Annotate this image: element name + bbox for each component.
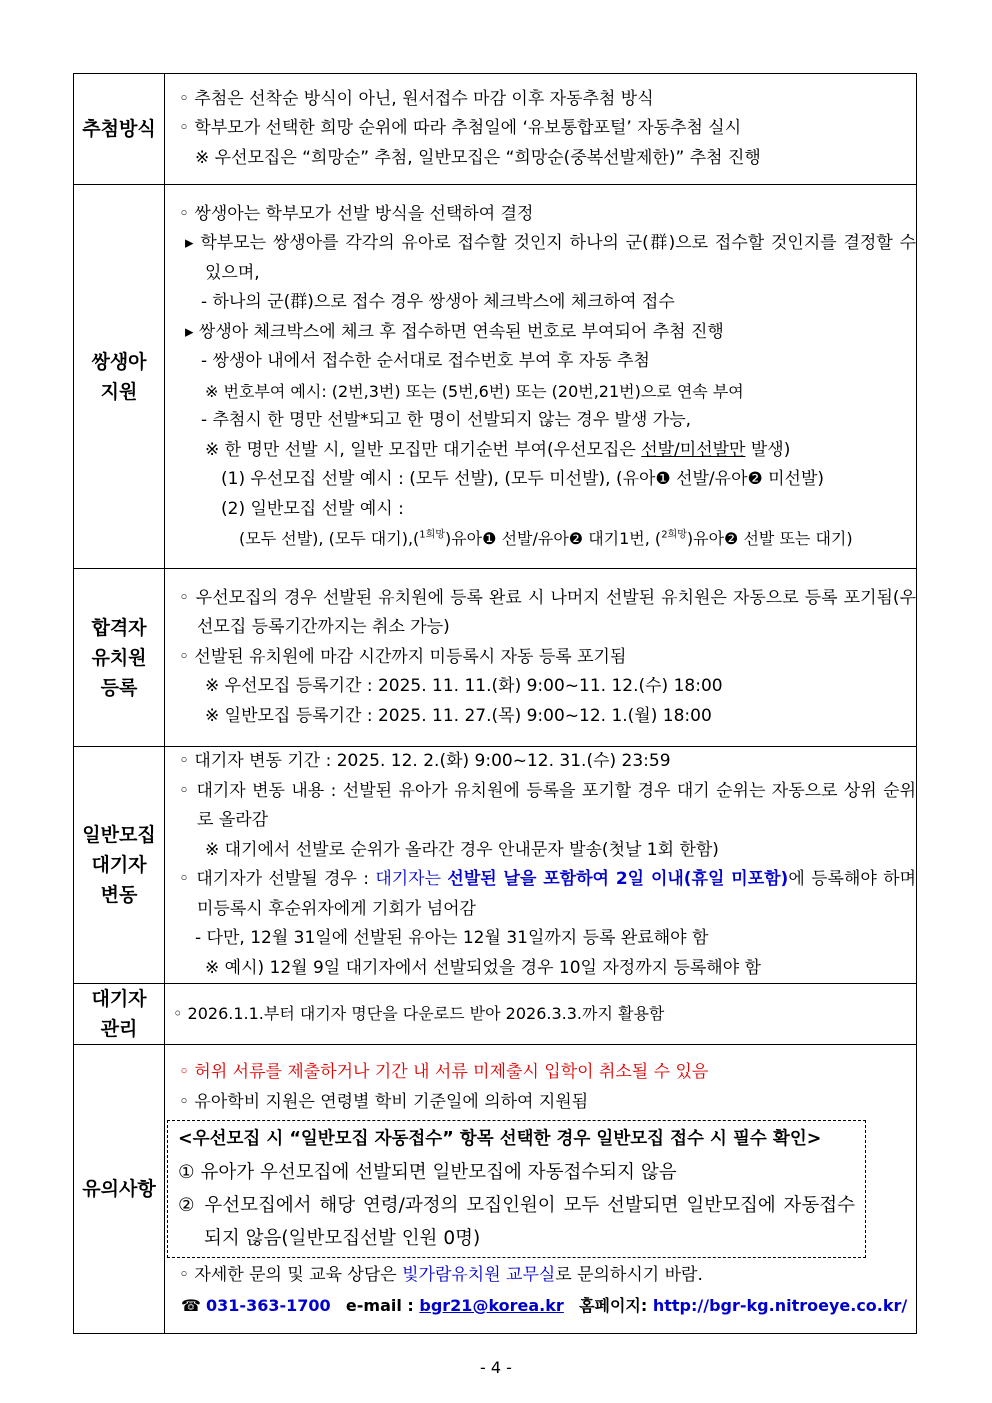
content-waitlist xyxy=(165,747,917,984)
waitlist-line-6: ※ 예시) 12월 9일 대기자에서 선발되었을 경우 10일 자정까지 등록해야 함 xyxy=(205,957,761,978)
row-twins xyxy=(74,185,917,569)
label-registration: 합격자 유치원 등록 xyxy=(74,569,165,747)
row-manage xyxy=(74,984,917,1045)
twins-line-11: (모두 선발), (모두 대기),($^{1희망}$)유아❶ 선발/유아❷ 대기1번, ($^{2희망}$)유아❷ 선발 또는 대기) xyxy=(239,529,853,548)
twins-line-1: ◦ 쌍생아는 학부모가 선발 방식을 선택하여 결정 xyxy=(179,203,534,224)
registration-line-3: ※ 우선모집 등록기간 : 2025. 11. 11.(화) 9:00~11. 12.(수) 18:00 xyxy=(205,676,723,697)
label-lottery: 추첨방식 xyxy=(74,74,165,185)
phone-number[interactable]: 031-363-1700 xyxy=(206,1295,331,1315)
homepage-label: 홈페이지: xyxy=(579,1295,653,1315)
manage-line-1: ◦ 2026.1.1.부터 대기자 명단을 다운로드 받아 2026.3.3.까지 활용함 xyxy=(173,1004,665,1024)
twins-line-6: ※ 번호부여 예시: (2번,3번) 또는 (5번,6번) 또는 (20번,21번)으로 연속 부여 xyxy=(205,381,744,401)
twins-line-7: - 추첨시 한 명만 선발*되고 한 명이 선발되지 않는 경우 발생 가능, xyxy=(201,410,692,430)
notes-contact xyxy=(165,1291,916,1321)
lottery-line-2: ◦ 학부모가 선택한 희망 순위에 따라 추첨일에 ‘유보통합포털’ 자동추첨 실시 xyxy=(179,118,742,139)
row-registration xyxy=(74,569,917,747)
content-notes xyxy=(165,1045,917,1334)
notes-dashed-box xyxy=(167,1120,866,1258)
content-registration xyxy=(165,569,917,747)
registration-line-1: ◦ 우선모집의 경우 선발된 유치원에 등록 완료 시 나머지 선발된 유치원은 자동으로 등록 포기됨(우선모집 등록기간까지는 취소 가능) xyxy=(179,587,916,638)
notes-line-3: ◦ 자세한 문의 및 교육 상담은 빛가람유치원 교무실로 문의하시기 바람. xyxy=(179,1265,703,1285)
label-notes: 유의사항 xyxy=(74,1045,165,1334)
registration-line-2: ◦ 선발된 유치원에 마감 시간까지 미등록시 자동 등록 포기됨 xyxy=(179,646,627,667)
homepage-link[interactable]: http://bgr-kg.nitroeye.co.kr/ xyxy=(652,1295,908,1315)
row-waitlist xyxy=(74,747,917,984)
email-link[interactable]: bgr21@korea.kr xyxy=(419,1295,564,1315)
twins-line-2: ▸ 학부모는 쌍생아를 각각의 유아로 접수할 것인지 하나의 군(群)으로 접수할 것인지를 결정할 수 있으며, xyxy=(185,233,916,283)
twins-line-4: ▸ 쌍생아 체크박스에 체크 후 접수하면 연속된 번호로 부여되어 추첨 진행 xyxy=(185,321,724,342)
content-manage xyxy=(165,984,917,1045)
content-lottery xyxy=(165,74,917,185)
waitlist-line-4: ◦ 대기자가 선발될 경우 : 대기자는 선발된 날을 포함하여 2일 이내(휴일 미포함)에 등록해야 하며 미등록시 후순위자에게 기회가 넘어감 xyxy=(179,869,917,919)
label-manage: 대기자 관리 xyxy=(74,984,165,1045)
lottery-line-1: ◦ 추첨은 선착순 방식이 아닌, 원서접수 마감 이후 자동추첨 방식 xyxy=(179,88,654,109)
twins-line-9: (1) 우선모집 선발 예시 : (모두 선발), (모두 미선발), (유아❶ 선발/유아❷ 미선발) xyxy=(221,469,825,489)
registration-line-4: ※ 일반모집 등록기간 : 2025. 11. 27.(목) 9:00~12. 1.(월) 18:00 xyxy=(205,705,712,726)
twins-line-3: - 하나의 군(群)으로 접수 경우 쌍생아 체크박스에 체크하여 접수 xyxy=(201,292,675,312)
row-notes xyxy=(74,1045,917,1334)
page-number: - 4 - xyxy=(480,1358,512,1377)
phone-icon: ☎ xyxy=(181,1295,201,1315)
twins-line-8: ※ 한 명만 선발 시, 일반 모집만 대기순번 부여(우선모집은 선발/미선발만 발생) xyxy=(205,439,791,460)
label-waitlist: 일반모집 대기자 변동 xyxy=(74,747,165,984)
notes-box-item-2: ② 우선모집에서 해당 연령/과정의 모집인원이 모두 선발되면 일반모집에 자동접수되지 않음(일반모집선발 인원 0명) xyxy=(178,1195,855,1249)
waitlist-line-1: ◦ 대기자 변동 기간 : 2025. 12. 2.(화) 9:00~12. 31.(수) 23:59 xyxy=(179,751,671,771)
info-table xyxy=(73,73,917,1334)
label-twins: 쌍생아 지원 xyxy=(74,185,165,569)
row-lottery xyxy=(74,74,917,185)
notes-box-item-1: ① 유아가 우선모집에 선발되면 일반모집에 자동접수되지 않음 xyxy=(178,1162,677,1183)
lottery-note: ※ 우선모집은 “희망순” 추첨, 일반모집은 “희망순(중복선발제한)” 추첨 진행 xyxy=(195,147,761,168)
notes-line-2: ◦ 유아학비 지원은 연령별 학비 기준일에 의하여 지원됨 xyxy=(179,1091,589,1112)
content-twins xyxy=(165,185,917,569)
twins-line-5: - 쌍생아 내에서 접수한 순서대로 접수번호 부여 후 자동 추첨 xyxy=(201,351,650,371)
email-label: e-mail : xyxy=(345,1295,420,1315)
notes-box-title: <우선모집 시 “일반모집 자동접수” 항목 선택한 경우 일반모집 접수 시 필수 확인> xyxy=(178,1129,822,1149)
waitlist-line-2: ◦ 대기자 변동 내용 : 선발된 유아가 유치원에 등록을 포기할 경우 대기 순위는 자동으로 상위 순위로 올라감 xyxy=(179,780,916,830)
notes-line-1: ◦ 허위 서류를 제출하거나 기간 내 서류 미제출시 입학이 취소될 수 있음 xyxy=(179,1062,709,1082)
twins-line-10: (2) 일반모집 선발 예시 : xyxy=(221,498,404,519)
waitlist-line-3: ※ 대기에서 선발로 순위가 올라간 경우 안내문자 발송(첫날 1회 한함) xyxy=(205,839,719,860)
waitlist-line-5: - 다만, 12월 31일에 선발된 유아는 12월 31일까지 등록 완료해야 함 xyxy=(195,928,709,948)
